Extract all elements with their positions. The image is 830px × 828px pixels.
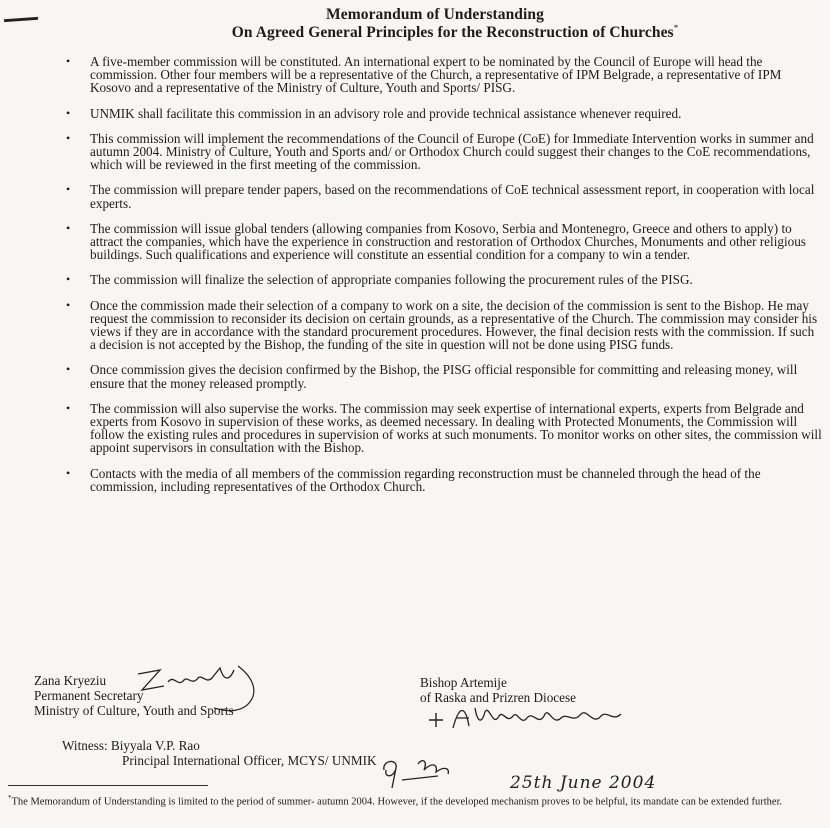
footnote-mark: * — [8, 794, 12, 802]
signature-kryeziu — [130, 660, 270, 715]
bullet-icon: • — [66, 54, 71, 68]
bullet-icon: • — [66, 182, 71, 197]
bullet-icon: • — [66, 297, 71, 312]
footnote — [8, 792, 828, 809]
signatory-right-name: Bishop Artemije — [420, 675, 507, 690]
document-title: Memorandum of Understanding — [326, 6, 544, 23]
list-item: • Once commission gives the decision confirmed by the Bishop, the PISG official responsible for committing and releasing money, will ensure that the money released promptly. — [66, 362, 798, 391]
bullet-icon: • — [66, 130, 71, 145]
footnote-divider — [8, 785, 208, 786]
signatory-left-name: Zana Kryeziu — [34, 673, 107, 688]
witness-name: Witness: Biyyala V.P. Rao — [62, 738, 200, 753]
list-item: • UNMIK shall facilitate this commission in an advisory role and provide technical assistance whenever required. — [66, 105, 682, 121]
witness-block — [62, 738, 377, 768]
signature-artemije — [425, 700, 625, 735]
signatory-right-title: of Raska and Prizren Diocese — [420, 690, 576, 705]
document-subtitle: On Agreed General Principles for the Reconstruction of Churches* — [231, 23, 679, 42]
bullet-icon: • — [66, 465, 71, 480]
list-item: • Contacts with the media of all members of the commission regarding reconstruction must be channeled through the head of the commission, including representatives of the Orthodox Church. — [66, 465, 761, 494]
footnote-text: The Memorandum of Understanding is limited to the period of summer- autumn 2004. However, if the developed mechanism proves to be helpful, its mandate can be extended further. — [11, 796, 783, 808]
witness-title: Principal International Officer, MCYS/ UNMIK — [122, 753, 377, 768]
signatory-left-title: Permanent Secretary — [34, 688, 144, 703]
list-item: • A five-member commission will be constituted. An international expert to be nominated by the Council of Europe will head the commission. Other four members will be a representative of the Church, a representative of IPM Belgrade, a representative of IPM Kosovo and a representative of the Ministry of Culture, Youth and Sports/ PISG. — [66, 54, 782, 96]
handwritten-date: 25th June 2004 — [510, 773, 657, 793]
list-item: • This commission will implement the recommendations of the Council of Europe (CoE) for Immediate Intervention works in summer and autumn 2004. Ministry of Culture, Youth and Sports and/ or Orthodox Church could suggest their changes to the CoE recommendations, which will be reviewed in the first meeting of the commission. — [66, 130, 814, 173]
bullet-icon: • — [66, 362, 71, 377]
principles-list — [62, 55, 822, 505]
title-footnote-mark: * — [673, 23, 679, 33]
bullet-icon: • — [66, 220, 71, 235]
list-item: • The commission will finalize the selection of appropriate companies following the procurement rules of the PISG. — [66, 272, 693, 288]
bullet-icon: • — [66, 105, 71, 120]
signatory-left-org: Ministry of Culture, Youth and Sports — [34, 703, 234, 718]
signature-rao — [378, 756, 473, 791]
list-item: • The commission will also supervise the works. The commission may seek expertise of international experts, experts from Belgrade and experts from Kosovo in supervision of these works, as deemed necessary. In dealing with Protected Monuments, the Commission will follow the existing rules and procedures in supervision of works at such monuments. To monitor works on other sites, the commission will appoint supervisors in consultation with the Bishop. — [66, 400, 822, 456]
bullet-icon: • — [66, 400, 71, 415]
bullet-icon: • — [66, 272, 71, 287]
list-item: • The commission will prepare tender papers, based on the recommendations of CoE technical assessment report, in cooperation with local experts. — [66, 182, 815, 211]
list-item: • The commission will issue global tenders (allowing companies from Kosovo, Serbia and Montenegro, Greece and others to apply) to attract the companies, which have the experience in construction and restoration of Orthodox Churches, Monuments and other religious buildings. Such qualifications and experience will constitute an essential condition for a company to win a tender. — [66, 220, 806, 263]
list-item: • Once the commission made their selection of a company to work on a site, the decision of the commission is sent to the Bishop. He may request the commission to reconsider its decision on certain grounds, as a representative of the Church. The commission may consider his views if they are in accordance with the standard procurement procedures. However, the final decision rests with the commission. If such a decision is not accepted by the Bishop, the funding of the site in question will not be done using PISG funds. — [66, 297, 818, 353]
